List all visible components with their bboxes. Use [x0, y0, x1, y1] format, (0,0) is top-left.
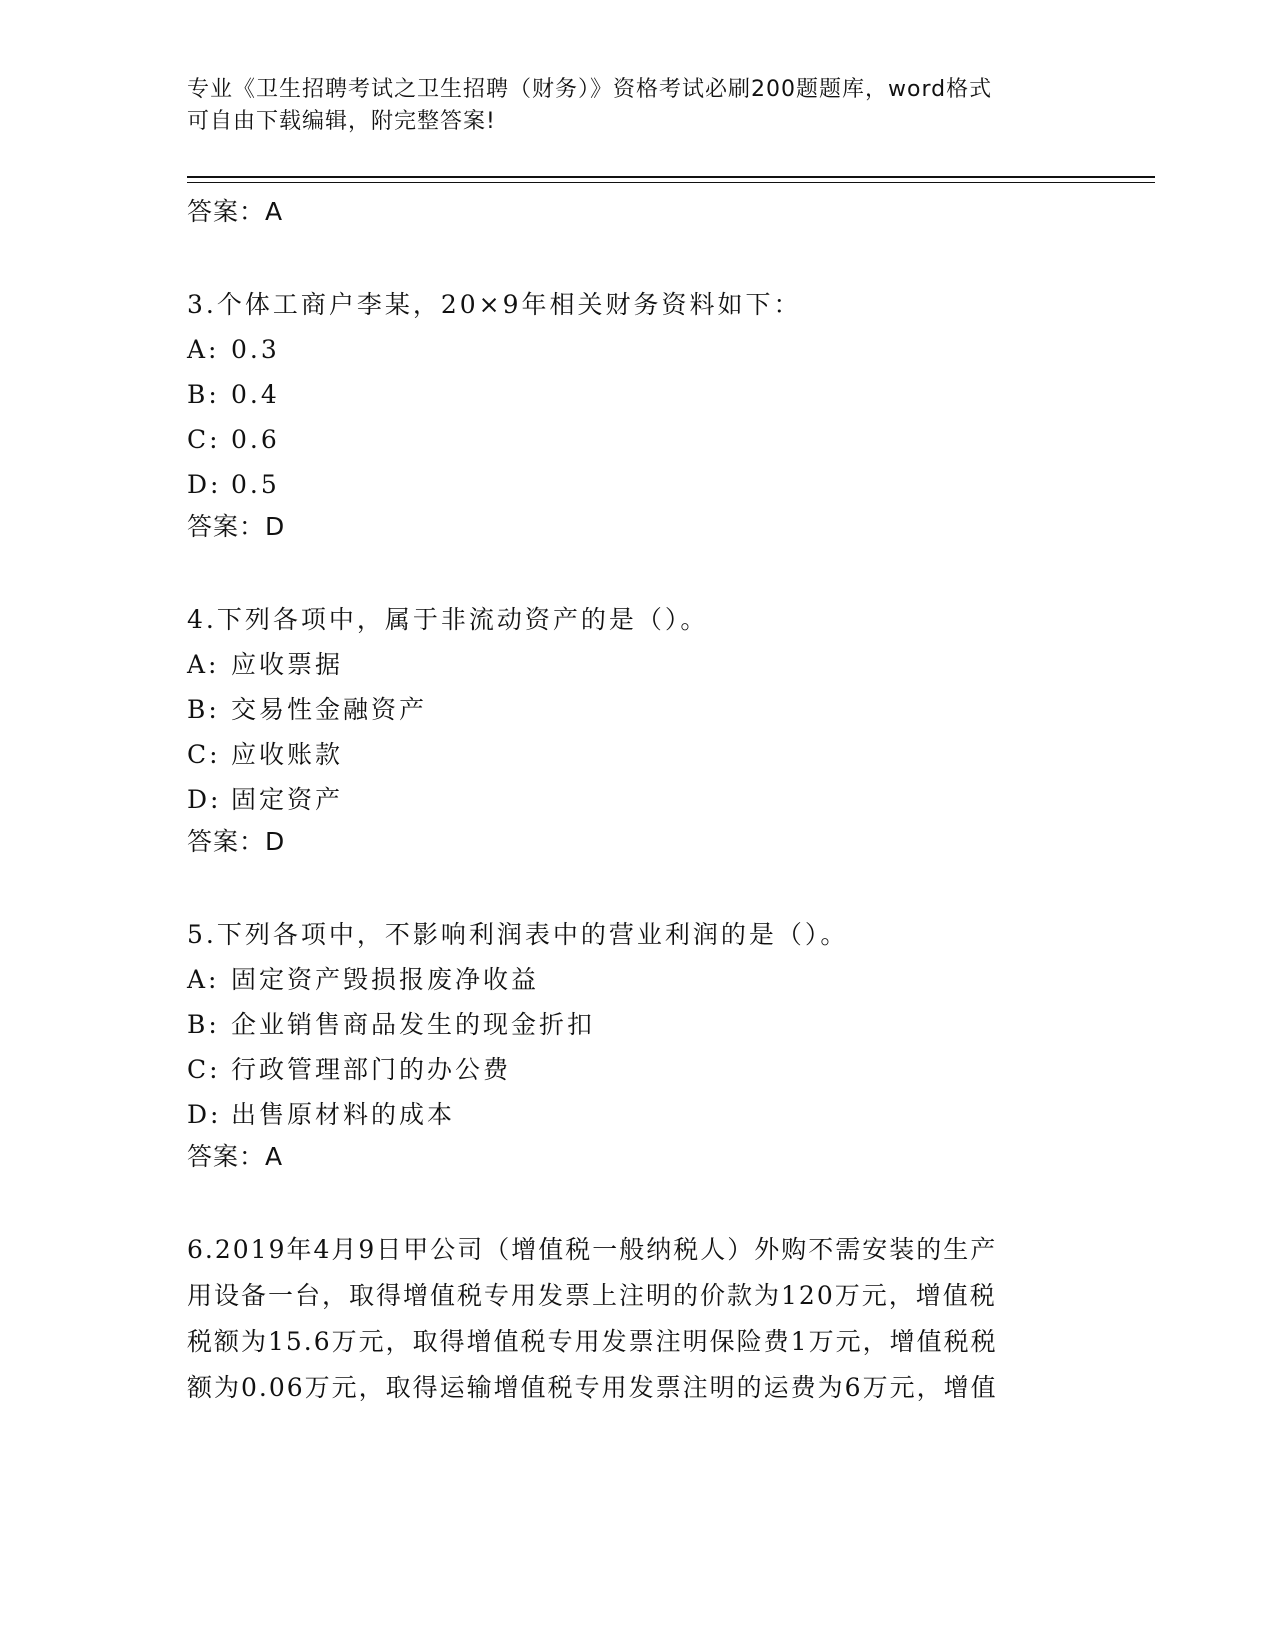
document-body [187, 192, 1077, 1411]
option-text: 固定资产毁损报废净收益 [231, 965, 540, 994]
option-d [187, 1092, 1077, 1137]
option-text: 行政管理部门的办公费 [231, 1055, 512, 1084]
option-text: 应收账款 [231, 740, 344, 769]
document-header [187, 74, 1067, 138]
answer-line: 答案：D [187, 512, 286, 541]
question-stem: 4.下列各项中，属于非流动资产的是（）。 [187, 605, 709, 634]
option-key: D: [187, 785, 222, 814]
option-d [187, 777, 1077, 822]
spacer [187, 237, 1077, 282]
option-d [187, 462, 1077, 507]
question-block [187, 912, 1077, 1182]
question-stem-line: 额为0.06万元，取得运输增值税专用发票注明的运费为6万元，增值 [187, 1373, 998, 1402]
answer-line: 答案：A [187, 1142, 284, 1171]
option-text: 固定资产 [231, 785, 344, 814]
option-key: B: [187, 1010, 220, 1039]
question-stem-line: 用设备一台，取得增值税专用发票上注明的价款为120万元，增值税 [187, 1281, 997, 1310]
option-a [187, 957, 1077, 1002]
spacer [187, 867, 1077, 912]
option-key: D: [187, 1100, 222, 1129]
option-key: B: [187, 695, 220, 724]
option-a [187, 327, 1077, 372]
option-c [187, 417, 1077, 462]
question-block [187, 1227, 1077, 1411]
option-text: 0.5 [231, 470, 280, 499]
option-key: C: [187, 425, 221, 454]
header-title-line-1: 专业《卫生招聘考试之卫生招聘（财务）》资格考试必刷200题题库，word格式 [187, 77, 993, 102]
option-key: A: [187, 965, 220, 994]
option-a [187, 642, 1077, 687]
answer-line: 答案：D [187, 827, 286, 856]
question-stem-line: 6.2019年4月9日甲公司（增值税一般纳税人）外购不需安装的生产 [187, 1235, 998, 1264]
option-key: A: [187, 335, 220, 364]
option-c [187, 1047, 1077, 1092]
option-text: 应收票据 [231, 650, 344, 679]
option-key: D: [187, 470, 222, 499]
question-stem: 5.下列各项中，不影响利润表中的营业利润的是（）。 [187, 920, 849, 949]
option-c [187, 732, 1077, 777]
question-stem: 3.个体工商户李某，20×9年相关财务资料如下： [187, 290, 802, 319]
question-stem-line: 税额为15.6万元，取得增值税专用发票注明保险费1万元，增值税税 [187, 1327, 998, 1356]
header-divider-thin [187, 182, 1155, 183]
question-block [187, 597, 1077, 867]
option-key: B: [187, 380, 220, 409]
option-text: 交易性金融资产 [231, 695, 428, 724]
option-text: 出售原材料的成本 [231, 1100, 456, 1129]
answer-line: 答案：A [187, 197, 284, 226]
option-key: C: [187, 1055, 221, 1084]
option-text: 0.3 [231, 335, 280, 364]
option-b [187, 372, 1077, 417]
spacer [187, 552, 1077, 597]
option-b [187, 1002, 1077, 1047]
option-b [187, 687, 1077, 732]
option-text: 0.4 [231, 380, 280, 409]
question-block [187, 282, 1077, 552]
option-text: 0.6 [231, 425, 280, 454]
spacer [187, 1182, 1077, 1227]
header-divider-thick [187, 176, 1155, 178]
header-title-line-2: 可自由下载编辑，附完整答案! [187, 109, 496, 134]
option-key: C: [187, 740, 221, 769]
option-key: A: [187, 650, 220, 679]
option-text: 企业销售商品发生的现金折扣 [231, 1010, 596, 1039]
